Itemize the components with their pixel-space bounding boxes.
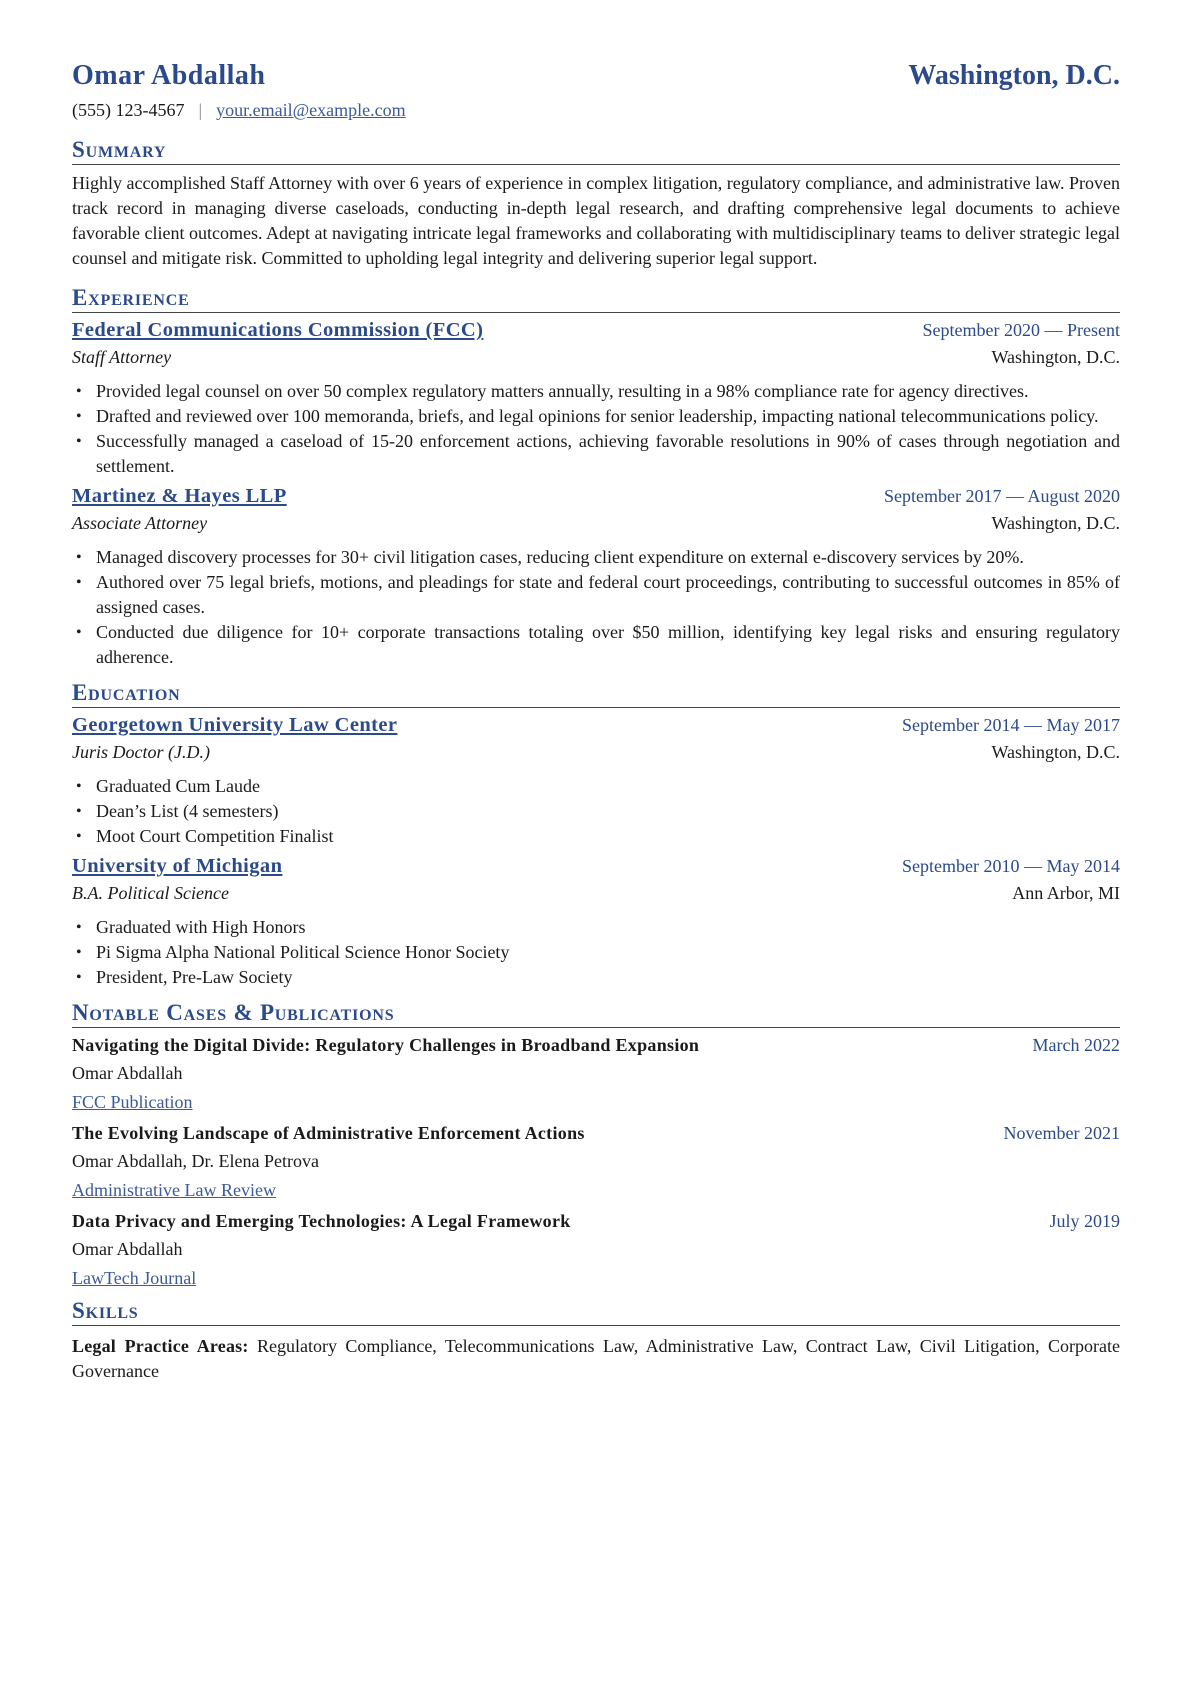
publication-entry: [72, 1120, 1120, 1204]
education-dates: September 2010 — May 2014: [902, 856, 1120, 876]
honor-item: • Dean’s List (4 semesters): [72, 799, 1120, 824]
honor-item: • President, Pre-Law Society: [72, 965, 1120, 990]
job-title: Staff Attorney: [72, 347, 172, 367]
education-dates: September 2014 — May 2017: [902, 715, 1120, 735]
publication-authors: Omar Abdallah: [72, 1239, 183, 1259]
achievement-item: • Drafted and reviewed over 100 memoranda, briefs, and legal opinions for senior leadership, impacting national telecommunications policy.: [72, 404, 1120, 429]
publication-entry: [72, 1208, 1120, 1292]
honor-item: • Moot Court Competition Finalist: [72, 824, 1120, 849]
school-location: Ann Arbor, MI: [1012, 883, 1120, 903]
school-location: Washington, D.C.: [991, 742, 1120, 762]
achievement-list: [72, 545, 1120, 670]
section-title-education: Education: [72, 680, 1120, 708]
skill-category-label: Legal Practice Areas:: [72, 1336, 249, 1356]
employer-link[interactable]: Martinez & Hayes LLP: [72, 485, 287, 507]
section-title-experience: Experience: [72, 285, 1120, 313]
publication-date: July 2019: [1049, 1211, 1120, 1231]
resume-header: [72, 60, 1120, 92]
summary-text: Highly accomplished Staff Attorney with over 6 years of experience in complex litigation, regulatory compliance, and administrative law. Proven track record in managing diverse caseloads, conducting in-depth legal research, and drafting comprehensive legal documents to achieve favorable client outcomes. Adept at navigating intricate legal frameworks and collaborating with multidisciplinary teams to deliver strategic legal counsel and mitigate risk. Committed to upholding legal integrity and delivering superior legal support.: [72, 173, 1120, 268]
publication-venue-link[interactable]: Administrative Law Review: [72, 1180, 276, 1200]
section-title-skills: Skills: [72, 1298, 1120, 1326]
publication-title: Data Privacy and Emerging Technologies: A Legal Framework: [72, 1211, 571, 1231]
publication-date: March 2022: [1032, 1035, 1120, 1055]
honor-item: • Graduated with High Honors: [72, 915, 1120, 940]
honor-item: • Pi Sigma Alpha National Political Science Honor Society: [72, 940, 1120, 965]
candidate-name: Omar Abdallah: [72, 60, 266, 91]
skill-category-values: Regulatory Compliance, Telecommunications Law, Administrative Law, Contract Law, Civil Litigation, Corporate Governance: [72, 1336, 1121, 1381]
publication-title: Navigating the Digital Divide: Regulatory Challenges in Broadband Expansion: [72, 1035, 700, 1055]
publication-venue-link[interactable]: FCC Publication: [72, 1092, 193, 1112]
achievement-item: • Successfully managed a caseload of 15-20 enforcement actions, achieving favorable resolutions in 90% of cases through negotiation and settlement.: [72, 429, 1120, 479]
achievement-item: • Managed discovery processes for 30+ civil litigation cases, reducing client expenditure on external e-discovery services by 20%.: [72, 545, 1120, 570]
publication-authors: Omar Abdallah: [72, 1063, 183, 1083]
job-location: Washington, D.C.: [991, 513, 1120, 533]
publication-date: November 2021: [1003, 1123, 1120, 1143]
phone-number: (555) 123-4567: [72, 100, 185, 120]
honors-list: [72, 774, 1120, 849]
publication-title: The Evolving Landscape of Administrative Enforcement Actions: [72, 1123, 585, 1143]
publication-entry: [72, 1032, 1120, 1116]
honors-list: [72, 915, 1120, 990]
job-title: Associate Attorney: [72, 513, 208, 533]
experience-entry: [72, 317, 1120, 479]
degree: Juris Doctor (J.D.): [72, 742, 210, 762]
job-location: Washington, D.C.: [991, 347, 1120, 367]
publication-authors: Omar Abdallah, Dr. Elena Petrova: [72, 1151, 319, 1171]
achievement-item: • Authored over 75 legal briefs, motions, and pleadings for state and federal court proceedings, contributing to successful outcomes in 85% of assigned cases.: [72, 570, 1120, 620]
candidate-location: Washington, D.C.: [908, 60, 1120, 91]
skills-line: [72, 1334, 1120, 1384]
publication-venue-link[interactable]: LawTech Journal: [72, 1268, 197, 1288]
experience-entry: [72, 483, 1120, 670]
school-link[interactable]: University of Michigan: [72, 855, 283, 877]
email-link[interactable]: your.email@example.com: [216, 100, 406, 120]
education-entry: [72, 712, 1120, 849]
section-title-publications: Notable Cases & Publications: [72, 1000, 1120, 1028]
achievement-list: [72, 379, 1120, 479]
employer-link[interactable]: Federal Communications Commission (FCC): [72, 319, 484, 341]
employment-dates: September 2020 — Present: [922, 320, 1120, 340]
section-title-summary: Summary: [72, 137, 1120, 165]
contact-line: [72, 100, 1120, 121]
resume-page: [72, 60, 1120, 1384]
achievement-item: • Provided legal counsel on over 50 complex regulatory matters annually, resulting in a 98% compliance rate for agency directives.: [72, 379, 1120, 404]
honor-item: • Graduated Cum Laude: [72, 774, 1120, 799]
education-entry: [72, 853, 1120, 990]
employment-dates: September 2017 — August 2020: [884, 486, 1120, 506]
contact-separator: |: [198, 100, 203, 120]
achievement-item: • Conducted due diligence for 10+ corporate transactions totaling over $50 million, identifying key legal risks and ensuring regulatory adherence.: [72, 620, 1120, 670]
school-link[interactable]: Georgetown University Law Center: [72, 714, 398, 736]
degree: B.A. Political Science: [72, 883, 229, 903]
